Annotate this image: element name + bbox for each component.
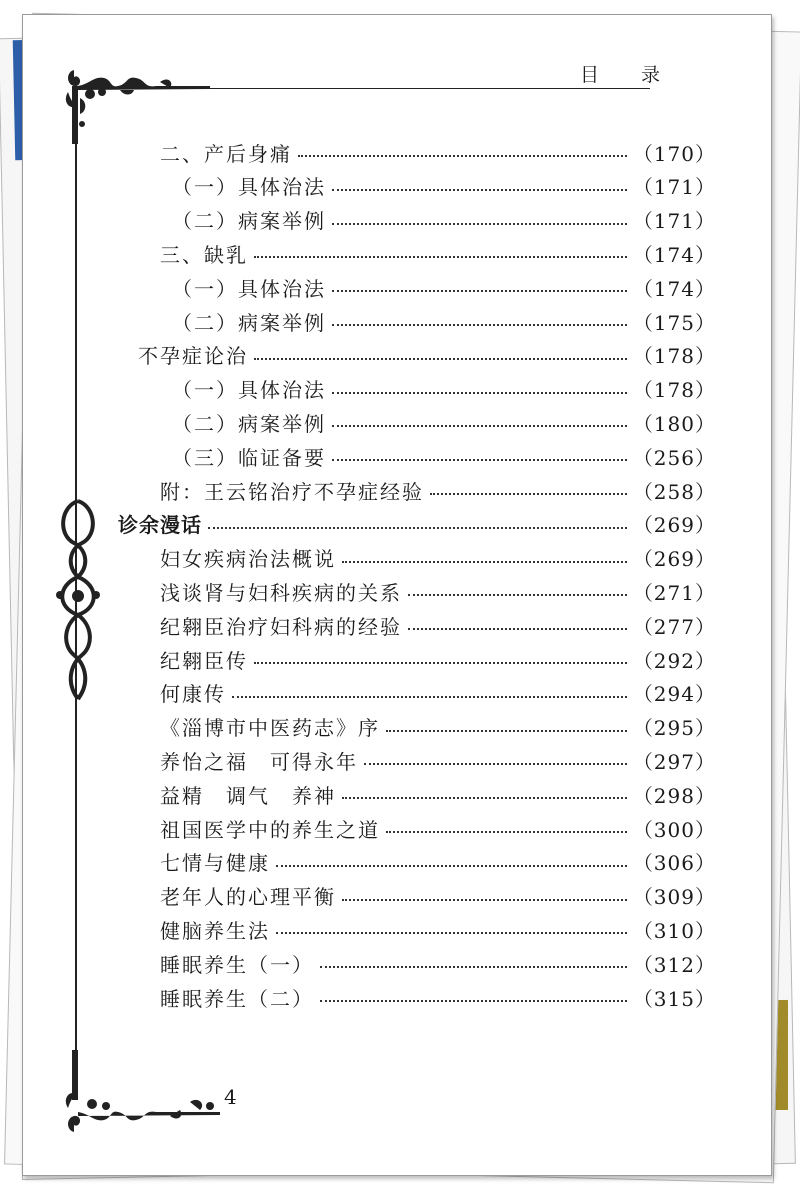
toc-entry-page: （277） [632, 614, 716, 639]
toc-entry-page: （174） [632, 242, 716, 267]
toc-entry-page: （298） [632, 783, 716, 808]
toc-entry-title: 睡眠养生（二） [160, 986, 314, 1011]
toc-entry-title: 《淄博市中医药志》序 [160, 716, 380, 741]
toc-leader-dots [342, 561, 627, 563]
toc-entry-page: （310） [632, 918, 716, 943]
toc-entry-page: （300） [632, 817, 716, 842]
toc-entry-title: （二）病案举例 [172, 310, 326, 335]
toc-leader-dots [430, 493, 627, 495]
toc-leader-dots [332, 324, 627, 326]
toc-entry-title: 妇女疾病治法概说 [160, 547, 336, 572]
toc-entry [172, 440, 716, 472]
page-number: 4 [224, 1085, 237, 1109]
toc-leader-dots [342, 899, 627, 901]
toc-entry-title: 养怡之福 可得永年 [160, 749, 358, 774]
toc-entry-title: 二、产后身痛 [160, 141, 292, 166]
toc-leader-dots [276, 932, 627, 934]
toc-entry [118, 508, 716, 540]
toc-entry-page: （297） [632, 749, 716, 774]
toc-leader-dots [254, 662, 627, 664]
toc-entry-title: 不孕症论治 [138, 344, 248, 369]
toc-leader-dots [320, 966, 627, 968]
toc-entry-title: （二）病案举例 [172, 209, 326, 234]
toc-entry [172, 170, 716, 202]
toc-leader-dots [254, 358, 627, 360]
toc-leader-dots [332, 290, 627, 292]
toc-leader-dots [332, 459, 627, 461]
toc-entry-page: （269） [632, 513, 716, 538]
toc-entry-page: （174） [632, 276, 716, 301]
toc-entry [160, 880, 716, 912]
toc-entry-title: （一）具体治法 [172, 276, 326, 301]
toc-entry-page: （256） [632, 445, 716, 470]
toc-entry [172, 305, 716, 337]
toc-entry-title: 诊余漫话 [118, 513, 202, 538]
toc-entry-page: （178） [632, 344, 716, 369]
toc-entry-page: （171） [632, 175, 716, 200]
toc-leader-dots [386, 730, 627, 732]
toc-leader-dots [298, 155, 627, 157]
toc-entry-title: 健脑养生法 [160, 918, 270, 943]
toc-entry [160, 812, 716, 844]
toc-leader-dots [276, 865, 627, 867]
toc-leader-dots [364, 763, 627, 765]
toc-entry-page: （309） [632, 885, 716, 910]
toc-entry-title: 七情与健康 [160, 851, 270, 876]
toc-entry [160, 778, 716, 810]
toc-leader-dots [386, 831, 627, 833]
toc-entry-title: 老年人的心理平衡 [160, 885, 336, 910]
toc-entry-page: （271） [632, 580, 716, 605]
toc-entry-page: （295） [632, 716, 716, 741]
toc-entry [172, 271, 716, 303]
toc-entry-title: （三）临证备要 [172, 445, 326, 470]
toc-entry [160, 575, 716, 607]
toc-leader-dots [208, 527, 627, 529]
toc-entry [160, 947, 716, 979]
toc-entry [172, 373, 716, 405]
toc-entry [160, 542, 716, 574]
toc-entry [160, 474, 716, 506]
toc-entry [138, 339, 716, 371]
toc-leader-dots [232, 696, 627, 698]
toc-entry-page: （180） [632, 411, 716, 436]
toc-entry-page: （292） [632, 648, 716, 673]
toc-entry [160, 913, 716, 945]
toc-entry [160, 846, 716, 878]
toc-entry-page: （178） [632, 378, 716, 403]
toc-entry [160, 237, 716, 269]
toc-entry [172, 204, 716, 236]
toc-entry [172, 406, 716, 438]
toc-leader-dots [408, 594, 627, 596]
toc-entry-page: （315） [632, 986, 716, 1011]
toc-leader-dots [332, 425, 627, 427]
toc-entry-title: 浅谈肾与妇科疾病的关系 [160, 580, 402, 605]
toc-entry-title: （二）病案举例 [172, 411, 326, 436]
toc-entry-page: （175） [632, 310, 716, 335]
toc-entry-page: （171） [632, 209, 716, 234]
toc-leader-dots [254, 256, 627, 258]
toc-entry-page: （306） [632, 851, 716, 876]
toc-entry-title: 三、缺乳 [160, 242, 248, 267]
toc-leader-dots [342, 797, 627, 799]
toc-entry-title: （一）具体治法 [172, 378, 326, 403]
page-header-title: 目 录 [580, 64, 679, 86]
toc-entry [160, 609, 716, 641]
toc-entry-page: （294） [632, 682, 716, 707]
toc-entry-title: 睡眠养生（一） [160, 952, 314, 977]
toc-leader-dots [332, 189, 627, 191]
toc-entry [160, 981, 716, 1013]
toc-entry [160, 711, 716, 743]
toc-entry [160, 744, 716, 776]
corner-ornament-bottom-icon [60, 1050, 220, 1140]
toc-leader-dots [332, 392, 627, 394]
toc-leader-dots [332, 223, 627, 225]
toc-entry-title: 祖国医学中的养生之道 [160, 817, 380, 842]
toc-entry-title: 纪翱臣传 [160, 648, 248, 673]
toc-entry [160, 677, 716, 709]
toc-entry-title: 何康传 [160, 682, 226, 707]
toc-entry [160, 643, 716, 675]
toc-entry-page: （170） [632, 141, 716, 166]
toc-entry-title: 益精 调气 养神 [160, 783, 336, 808]
toc-leader-dots [320, 1000, 627, 1002]
toc-leader-dots [408, 628, 627, 630]
toc-entry-title: 纪翱臣治疗妇科病的经验 [160, 614, 402, 639]
toc-entry [160, 136, 716, 168]
toc-entry-title: （一）具体治法 [172, 175, 326, 200]
header-rule [160, 88, 650, 89]
toc-entry-page: （269） [632, 547, 716, 572]
toc-entry-title: 附：王云铭治疗不孕症经验 [160, 479, 424, 504]
toc-entry-page: （312） [632, 952, 716, 977]
toc-entry-page: （258） [632, 479, 716, 504]
side-ornament-icon [50, 495, 106, 705]
